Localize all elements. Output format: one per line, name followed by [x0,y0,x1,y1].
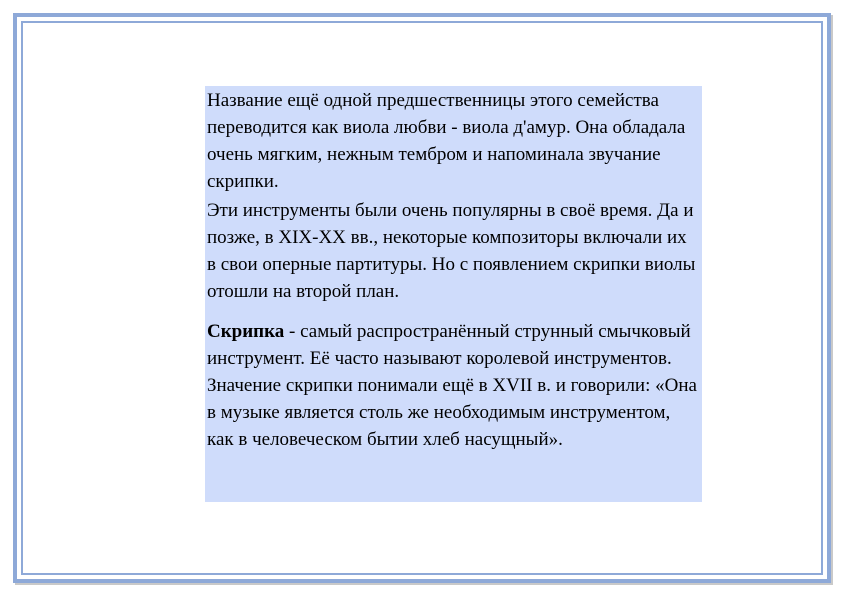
violin-term: Скрипка [207,321,285,342]
paragraph-viola-popularity: Эти инструменты были очень популярны в своё время. Да и позже, в XIX-XX вв., некоторые композиторы включали их в свои оперные партитуры. Но с появлением скрипки виолы отошли на второй план. [207,200,696,302]
paragraph-violin [207,318,700,453]
paragraph-viola-damour: Название ещё одной предшественницы этого семейства переводится как виола любви - виола д'амур. Она обладала очень мягким, нежным тембром и напоминала звучание скрипки. [207,90,686,192]
text-box [205,86,702,502]
violin-description: - самый распространённый струнный смычковый инструмент. Её часто называют королевой инструментов. Значение скрипки понимали ещё в XVII в. и говорили: «Она в музыке является столь же необходимым инструментом, как в человеческом бытии хлеб насущный». [207,321,697,450]
